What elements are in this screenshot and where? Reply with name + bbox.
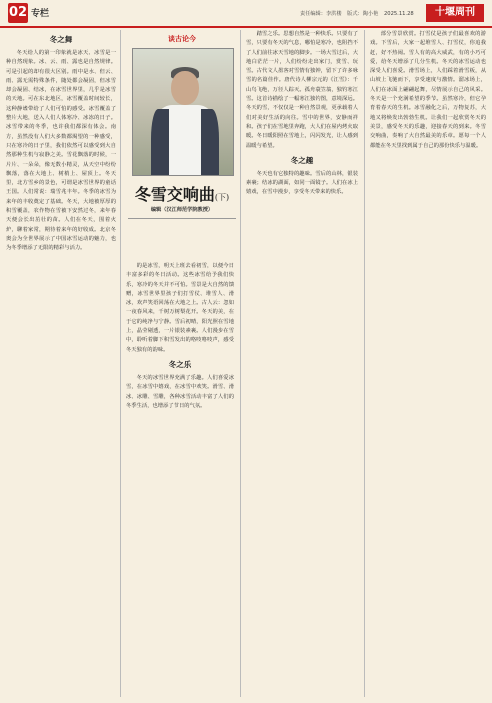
column-3 [246,30,358,697]
paper-logo: 十堰周刊 [426,4,484,22]
section-subtitle: 冬之舞 [49,35,73,44]
column-divider [240,30,241,697]
column-divider [120,30,121,697]
article-paragraph: 踏雪之乐。思想自然是一种快乐。只要有了雪，只要有冬天的气息，哪怕是寒冷，也阻挡不了人们前往冰天雪地的脚步。一场大雪过后，大地白茫茫一片，人们纷纷走出家门，赏雪、玩雪。古代文人墨客对雪情有独钟，留下了许多咏雪的名篇佳作。唐代诗人柳宗元的《江雪》：千山鸟飞绝，万径人踪灭。孤舟蓑笠翁，独钓寒江雪。这首诗描绘了一幅寒江独钓图，意境深远。冬天的雪，不仅仅是一种自然景观，更承载着人们对美好生活的向往。雪中的世界，安静而祥和。孩子们在雪地里奔跑，大人们在屋内烤火取暖。冬日暖阳照在雪地上，闪闪发光，让人感到温暖与希望。 [246,31,358,149]
page-header [0,0,492,28]
page-number: 02 [8,3,28,23]
article-paragraph: 的是冰雪，明天上班去看初雪，以便今日丰富多彩的冬日活动。这些冰雪给予我们快乐，寒冷的冬天并不可怕。雪景是大自然的馈赠，冰雪世界里孩子们打雪仗、堆雪人、滑冰，欢声笑语回荡在大地之上。古人云：忽如一夜春风来，千树万树梨花开。冬天的美，在于它的纯净与宁静。雪后初晴，阳光照在雪地上，晶莹剔透，一片银装素裹。人们漫步在雪中，聆听着脚下积雪发出的咯吱咯吱声，感受冬天独有的韵味。 [126,263,234,353]
column-2 [126,262,234,697]
title-text: 冬雪交响曲 [134,185,215,204]
author-byline: 编辑（汉江师范学院教授） [150,207,214,213]
section-subtitle: 冬之乐 [168,359,192,369]
title-part: (下) [214,193,230,202]
article-paragraph: 冬天给人的第一印象就是冰天、冰雪是一种自然现象。冰、云、雨、露也是自然规律。可是引起的却有很大区别。雨中是水、但云、雨、露无需特殊条件，随处都会凝固，但冰雪却会凝固、结冰，在冰雪世界里，几乎是冰雪的天地。可在东北地区，冰雪覆盖时间较长，这种静谧带给了人们可怕的感受。冰雪覆盖了整片大地，送入人们人体寒冷、冰冻的日子。冰雪带来的冬季，也许我们都深有体会。南方，虽然没有人们大多数都渴望的一种感受，只在寒冷的日子里，我们依然可以感受到大自然那种生机与寂静之美。雪花飘落的时候，一片片、一朵朵，像无数小精灵，从天空中纷纷飘落，落在大地上、树梢上、屋顶上。冬天里，北方雪乡的景色，可谓是冰雪世界的童话王国。人们常说：瑞雪兆丰年。冬季的冰雪为来年的丰收奠定了基础。冬天，大地被厚厚的积雪覆盖，农作物在雪被下安然过冬，来年春天便会长出茁壮的苗。人们在冬天，围着火炉，聊着家常，期待着来年的好收成。北京冬奥会为全世界展示了中国冰雪运动的魅力，也为冬季增添了无限的精彩与活力。 [6,50,116,252]
issue-date: 2025.11.28 [383,11,414,17]
layout-editor: 版式：陶小艳 [347,11,379,17]
editor: 责任编辑：李洪楼 [300,11,342,17]
section-label: 专栏 [31,9,50,19]
title-divider [128,218,236,219]
section-subtitle: 冬之趣 [290,155,314,165]
article-paragraph: 冬天的冰雪世界充满了乐趣。人们喜爱冰雪，在冰雪中嬉戏，在冰雪中欢笑。滑雪、滑冰、冰雕、雪雕，各种冰雪活动丰富了人们的冬季生活，也增添了节日的气氛。 [126,374,234,409]
article-paragraph: 部分雪景欣赏。打雪仗是孩子们最喜欢的游戏。下雪后，大家一起堆雪人、打雪仗，你追我赶，好不热闹。雪人有的高大威武，有的小巧可爱，给冬天增添了几分生机。冬天的冰雪运动也深受人们喜爱。滑雪场上，人们踩着滑雪板，从山坡上飞驰而下，享受速度与激情。溜冰场上，人们在冰面上翩翩起舞，尽情展示自己的风采。冬天是一个充满希望的季节。虽然寒冷，但它孕育着春天的生机。冰雪融化之后，万物复苏，大地又将焕发出勃勃生机。让我们一起欣赏冬天的美景，感受冬天的乐趣，迎接春天的到来。冬雪交响曲，奏响了大自然最美的乐章。愿每一个人都能在冬天里找到属于自己的那份快乐与温暖。 [370,31,486,149]
article-title [124,182,240,205]
feature-box [124,34,240,234]
column-4 [370,30,486,697]
editor-info [300,10,418,17]
author-portrait-icon [132,48,234,176]
column-1 [6,30,116,697]
column-divider [364,30,365,697]
column-name: 谈古论今 [168,35,196,43]
article-paragraph: 冬天也有它独特的趣味。雪后的山林，银装素裹；结冰的湖面，如同一面镜子。人们在冰上嬉戏，在雪中漫步，享受冬天带来的快乐。 [246,170,358,196]
